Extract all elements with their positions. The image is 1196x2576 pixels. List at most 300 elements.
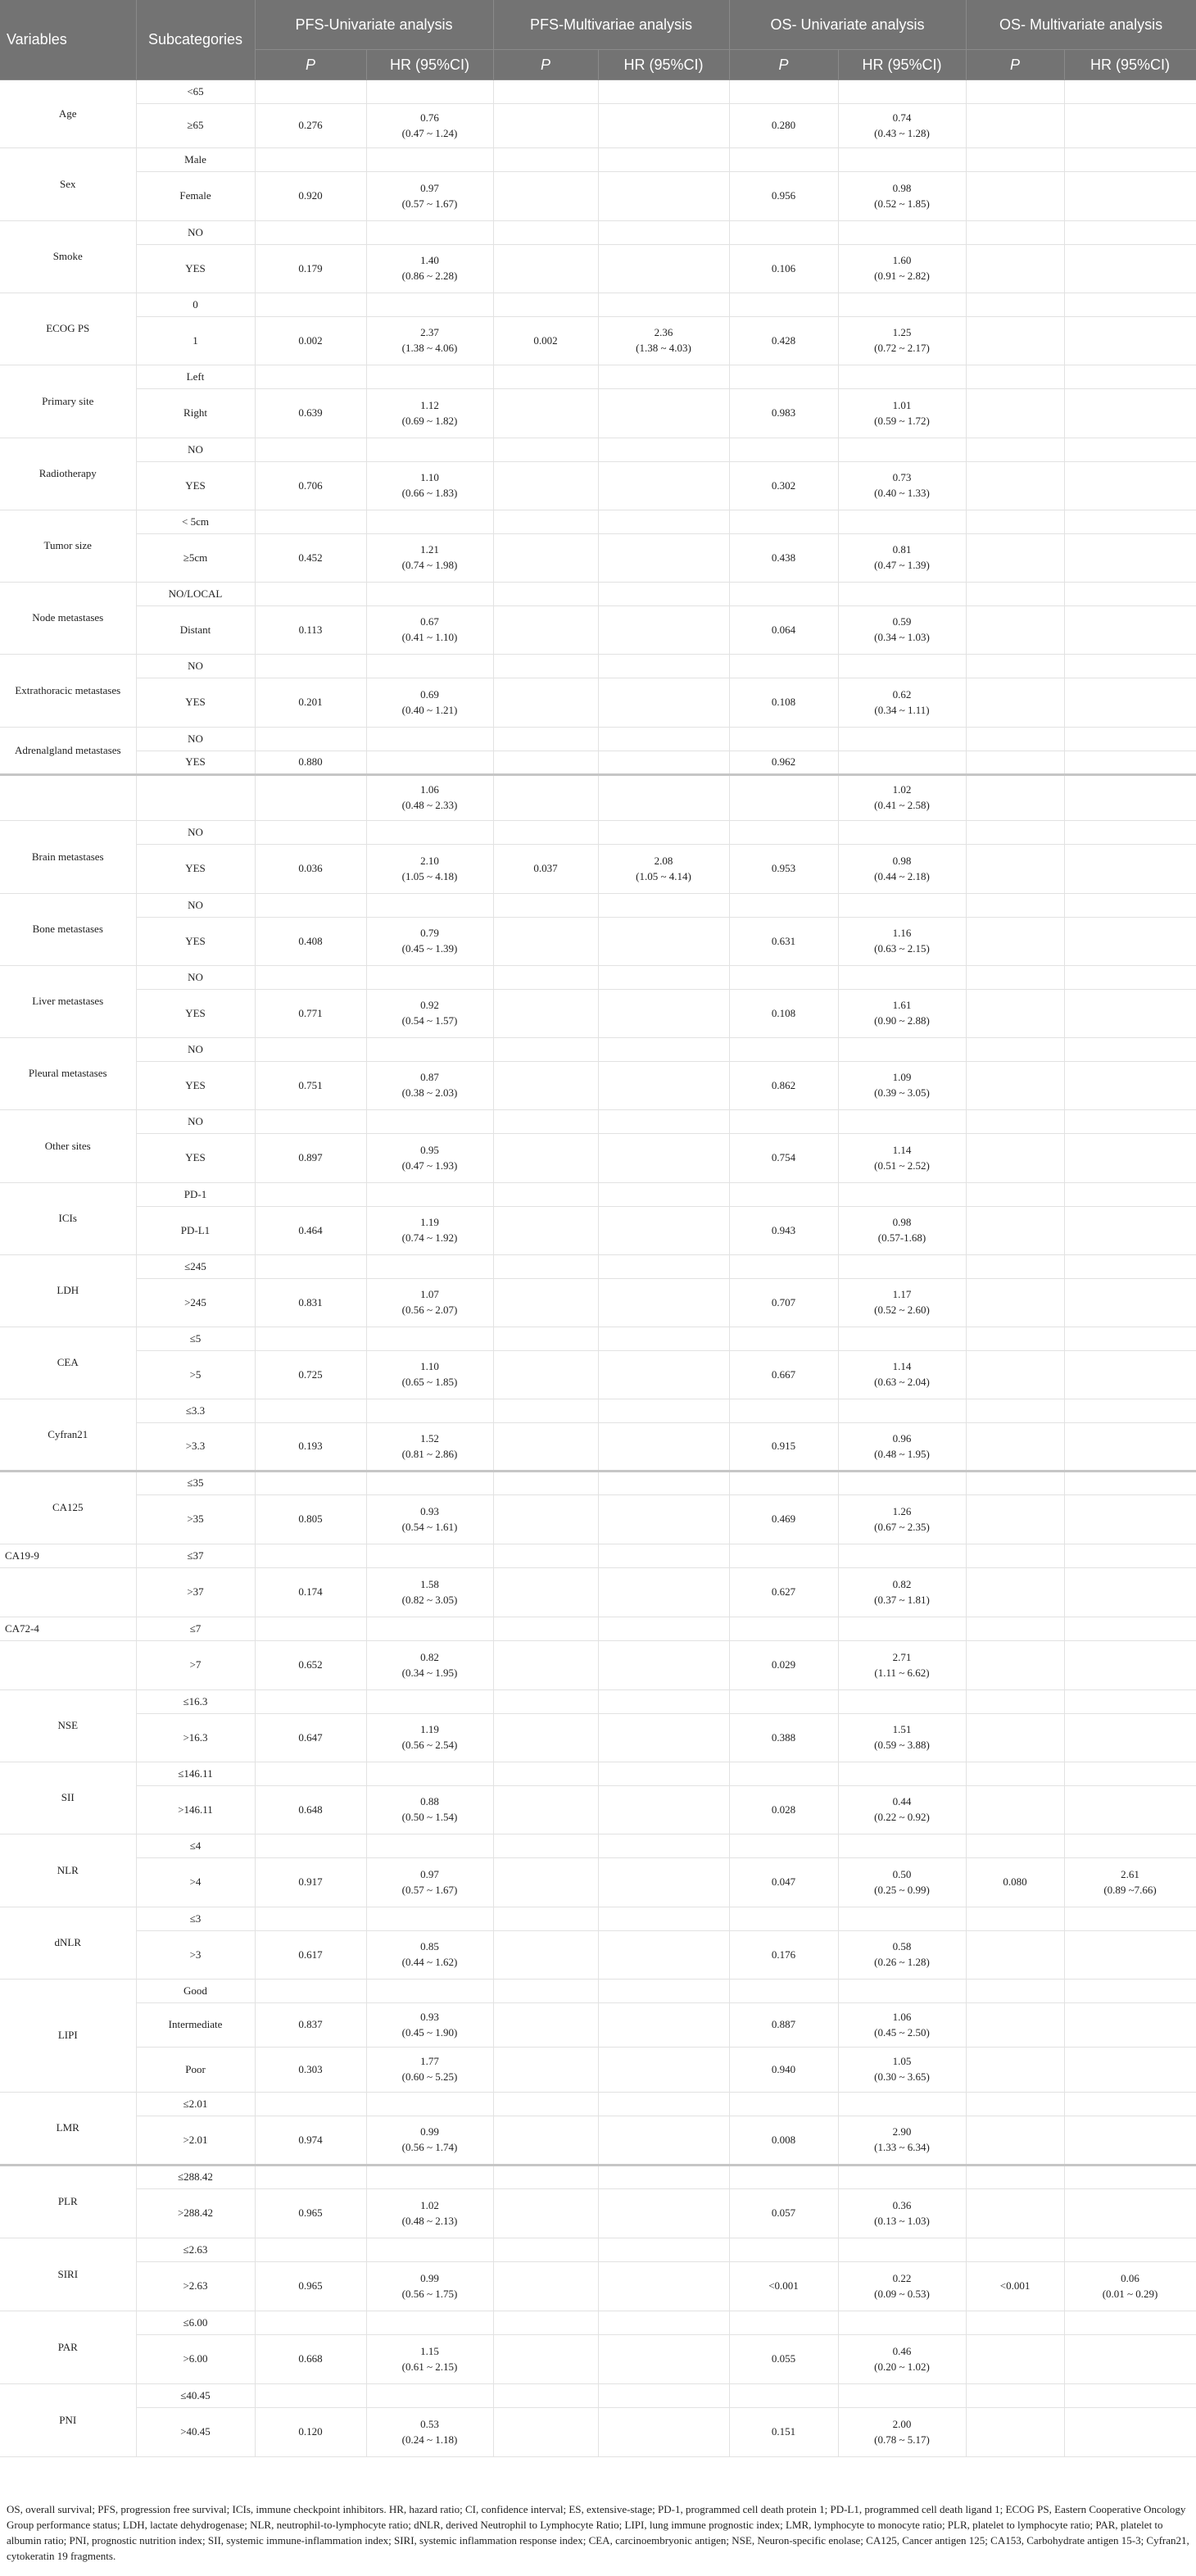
pfs-uni-hr-cell-ci: (0.86 ~ 2.28): [401, 270, 458, 282]
pfs-uni-hr-cell-ci: (0.54 ~ 1.57): [401, 1014, 458, 1027]
os-uni-p-cell: [729, 221, 838, 245]
pfs-multi-hr-cell: [598, 2116, 729, 2166]
subcategory-cell: ≤16.3: [136, 1690, 255, 1714]
pfs-uni-p-cell: 0.974: [255, 2116, 366, 2166]
os-multi-hr-cell: [1064, 2238, 1196, 2262]
pfs-multi-p-cell: [493, 1134, 598, 1183]
pfs-uni-hr-cell-ci: (0.44 ~ 1.62): [401, 1956, 458, 1968]
pfs-uni-hr-cell-ci: (0.56 ~ 1.74): [401, 2141, 458, 2153]
os-multi-p-cell: [966, 1544, 1064, 1568]
os-uni-hr-cell: [838, 104, 966, 148]
pfs-multi-p-cell: [493, 1279, 598, 1327]
pfs-multi-hr-cell: [598, 1858, 729, 1907]
os-multi-p-cell: [966, 1931, 1064, 1980]
pfs-uni-p-cell: [255, 583, 366, 606]
pfs-uni-hr-cell-ci: (0.56 ~ 1.75): [401, 2287, 458, 2300]
os-multi-p-cell: [966, 1110, 1064, 1134]
subcategory-cell: ≤35: [136, 1472, 255, 1495]
os-uni-hr-cell: [838, 389, 966, 438]
os-multi-hr-cell: [1064, 1327, 1196, 1351]
variable-label: ECOG PS: [0, 293, 136, 365]
table-row: [0, 365, 1196, 389]
pfs-multi-p-cell: [493, 751, 598, 775]
os-multi-hr-cell: [1064, 1690, 1196, 1714]
os-uni-hr-cell: [838, 1351, 966, 1399]
pfs-uni-hr-cell: [366, 2335, 493, 2384]
subcategory-cell: >3.3: [136, 1423, 255, 1472]
os-uni-hr-cell-ci: (0.30 ~ 3.65): [874, 2070, 930, 2083]
pfs-uni-hr-cell: [366, 2189, 493, 2238]
os-multi-p-cell: [966, 1327, 1064, 1351]
os-multi-hr-cell: [1064, 80, 1196, 104]
pfs-uni-p-cell: 0.408: [255, 918, 366, 966]
pfs-uni-hr-cell-ci: (0.54 ~ 1.61): [401, 1520, 458, 1533]
header-pfs-multi-p: P: [493, 50, 598, 80]
subcategory-cell: NO: [136, 821, 255, 845]
table-row: [0, 1690, 1196, 1714]
pfs-uni-hr-cell-estimate: 0.67: [420, 615, 439, 628]
pfs-multi-hr-cell: [598, 606, 729, 655]
pfs-uni-hr-cell-ci: (0.45 ~ 1.90): [401, 2025, 458, 2039]
os-multi-hr-cell: [1064, 2003, 1196, 2048]
pfs-multi-p-cell: [493, 728, 598, 751]
pfs-uni-p-cell: 0.751: [255, 1062, 366, 1110]
pfs-uni-p-cell: 0.113: [255, 606, 366, 655]
pfs-uni-p-cell: 0.303: [255, 2048, 366, 2093]
os-multi-hr-cell: [1064, 317, 1196, 365]
pfs-uni-hr-cell: [366, 1279, 493, 1327]
os-uni-hr-cell: [838, 894, 966, 918]
subcategory-cell: YES: [136, 990, 255, 1038]
subcategory-cell: ≥5cm: [136, 534, 255, 583]
variable-label: NLR: [0, 1834, 136, 1907]
header-pfs-multi-hr: HR (95%CI): [598, 50, 729, 80]
os-multi-hr-cell-estimate: 0.06: [1121, 2271, 1139, 2284]
pfs-uni-p-cell: [255, 1255, 366, 1279]
pfs-uni-p-cell: [255, 1617, 366, 1641]
os-multi-p-cell: [966, 317, 1064, 365]
pfs-multi-p-cell: [493, 1641, 598, 1690]
pfs-uni-p-cell: 0.880: [255, 751, 366, 775]
os-multi-p-cell: [966, 2335, 1064, 2384]
pfs-multi-hr-cell: [598, 1980, 729, 2003]
table-row: [0, 2262, 1196, 2311]
os-uni-p-cell: [729, 1907, 838, 1931]
os-multi-hr-cell: [1064, 1183, 1196, 1207]
os-uni-hr-cell-ci: (0.45 ~ 2.50): [874, 2025, 930, 2039]
pfs-multi-p-cell: [493, 1690, 598, 1714]
os-uni-hr-cell: [838, 2093, 966, 2116]
table-row: [0, 1931, 1196, 1980]
os-uni-hr-cell: [838, 2335, 966, 2384]
header-pfs-uni-hr: HR (95%CI): [366, 50, 493, 80]
variable-label: LDH: [0, 1255, 136, 1327]
os-multi-p-cell: [966, 2048, 1064, 2093]
os-multi-hr-cell: [1064, 510, 1196, 534]
pfs-multi-p-cell: [493, 2311, 598, 2335]
os-multi-hr-cell: [1064, 2116, 1196, 2166]
table-row: [0, 462, 1196, 510]
os-multi-hr-cell: [1064, 678, 1196, 728]
table-row: [0, 1762, 1196, 1786]
subcategory-cell: YES: [136, 678, 255, 728]
pfs-uni-p-cell: 0.965: [255, 2262, 366, 2311]
os-uni-hr-cell-ci: (0.59 ~ 3.88): [874, 1739, 930, 1751]
table-row: [0, 1423, 1196, 1472]
pfs-multi-p-cell: [493, 148, 598, 172]
pfs-uni-p-cell: [255, 655, 366, 678]
header-pfs-multivariate: PFS-Multivariae analysis: [493, 0, 729, 50]
os-multi-p-cell: 0.080: [966, 1858, 1064, 1907]
subcategory-cell: ≤4: [136, 1834, 255, 1858]
os-multi-p-cell: [966, 438, 1064, 462]
pfs-multi-p-cell: [493, 245, 598, 293]
os-uni-hr-cell-estimate: 0.98: [892, 181, 912, 194]
table-row: [0, 1544, 1196, 1568]
pfs-multi-p-cell: [493, 775, 598, 821]
os-uni-p-cell: [729, 510, 838, 534]
os-multi-hr-cell: [1064, 1495, 1196, 1544]
table-row: [0, 389, 1196, 438]
subcategory-cell: >35: [136, 1495, 255, 1544]
pfs-multi-hr-cell: [598, 293, 729, 317]
pfs-multi-p-cell: [493, 918, 598, 966]
pfs-uni-hr-cell-ci: (1.05 ~ 4.18): [401, 869, 458, 882]
pfs-uni-hr-cell: [366, 1327, 493, 1351]
pfs-multi-hr-cell: [598, 172, 729, 221]
pfs-multi-p-cell: [493, 2003, 598, 2048]
variable-label: PAR: [0, 2311, 136, 2384]
pfs-multi-hr-cell: [598, 2335, 729, 2384]
os-multi-p-cell: [966, 104, 1064, 148]
os-uni-hr-cell-ci: (0.91 ~ 2.82): [874, 270, 930, 282]
pfs-uni-p-cell: [255, 80, 366, 104]
table-row: [0, 1351, 1196, 1399]
os-uni-hr-cell: [838, 583, 966, 606]
pfs-uni-hr-cell: [366, 1134, 493, 1183]
os-uni-hr-cell: [838, 1931, 966, 1980]
pfs-uni-hr-cell-ci: (0.24 ~ 1.18): [401, 2433, 458, 2446]
pfs-uni-hr-cell-ci: (1.38 ~ 4.06): [401, 342, 458, 354]
pfs-multi-p-cell: [493, 1327, 598, 1351]
pfs-multi-p-cell: [493, 104, 598, 148]
os-uni-hr-cell: [838, 1207, 966, 1255]
pfs-multi-hr-cell: [598, 1834, 729, 1858]
pfs-multi-p-cell: [493, 1110, 598, 1134]
pfs-uni-hr-cell: [366, 1495, 493, 1544]
table-row: [0, 1110, 1196, 1134]
os-multi-p-cell: [966, 583, 1064, 606]
os-uni-p-cell: [729, 2166, 838, 2189]
os-uni-p-cell: 0.302: [729, 462, 838, 510]
pfs-uni-hr-cell-ci: (0.57 ~ 1.67): [401, 197, 458, 210]
pfs-multi-hr-cell: [598, 2384, 729, 2408]
pfs-multi-hr-cell: [598, 389, 729, 438]
table-row: [0, 728, 1196, 751]
pfs-uni-hr-cell: [366, 1834, 493, 1858]
subcategory-cell: >2.01: [136, 2116, 255, 2166]
os-multi-hr-cell: [1064, 104, 1196, 148]
variable-label: Smoke: [0, 221, 136, 293]
pfs-uni-hr-cell-ci: (0.41 ~ 1.10): [401, 631, 458, 643]
pfs-multi-p-cell: [493, 2048, 598, 2093]
os-multi-hr-cell: [1064, 172, 1196, 221]
pfs-uni-hr-cell: [366, 1062, 493, 1110]
table-row: [0, 583, 1196, 606]
os-multi-p-cell: [966, 2093, 1064, 2116]
pfs-multi-hr-cell: [598, 894, 729, 918]
subcategory-cell: >5: [136, 1351, 255, 1399]
os-uni-hr-cell: [838, 2238, 966, 2262]
pfs-uni-hr-cell: [366, 245, 493, 293]
pfs-multi-hr-cell: [598, 1714, 729, 1762]
pfs-uni-hr-cell: [366, 1207, 493, 1255]
pfs-multi-hr-cell: [598, 1327, 729, 1351]
os-uni-hr-cell-estimate: 1.01: [892, 398, 912, 411]
pfs-multi-hr-cell: [598, 1255, 729, 1279]
table-row: [0, 1134, 1196, 1183]
pfs-multi-p-cell: [493, 2262, 598, 2311]
pfs-uni-p-cell: [255, 293, 366, 317]
os-uni-hr-cell-ci: (0.52 ~ 2.60): [874, 1304, 930, 1316]
os-multi-p-cell: [966, 2003, 1064, 2048]
pfs-uni-p-cell: [255, 1762, 366, 1786]
table-row: [0, 1568, 1196, 1617]
pfs-multi-p-cell: [493, 2384, 598, 2408]
pfs-multi-hr-cell: [598, 534, 729, 583]
os-uni-p-cell: 0.008: [729, 2116, 838, 2166]
subcategory-cell: YES: [136, 1134, 255, 1183]
os-uni-p-cell: 0.962: [729, 751, 838, 775]
os-uni-hr-cell-estimate: 1.05: [892, 2055, 912, 2068]
subcategory-cell: NO: [136, 221, 255, 245]
os-uni-hr-cell-estimate: 1.09: [892, 1071, 912, 1084]
os-uni-p-cell: 0.469: [729, 1495, 838, 1544]
pfs-uni-hr-cell-estimate: 0.87: [420, 1071, 439, 1084]
pfs-uni-hr-cell-estimate: 0.92: [420, 999, 439, 1012]
pfs-multi-p-cell: [493, 462, 598, 510]
os-multi-p-cell: [966, 1134, 1064, 1183]
pfs-multi-hr-cell: [598, 510, 729, 534]
subcategory-cell: Good: [136, 1980, 255, 2003]
pfs-uni-hr-cell-ci: (0.74 ~ 1.98): [401, 559, 458, 571]
os-uni-p-cell: [729, 1980, 838, 2003]
os-uni-hr-cell: [838, 534, 966, 583]
pfs-multi-hr-cell-estimate: 2.08: [654, 854, 673, 867]
subcategory-cell: >37: [136, 1568, 255, 1617]
pfs-uni-hr-cell: [366, 221, 493, 245]
pfs-multi-hr-cell: [598, 2262, 729, 2311]
variable-label: CA125: [0, 1472, 136, 1544]
pfs-uni-hr-cell: [366, 1907, 493, 1931]
table-row: [0, 510, 1196, 534]
pfs-multi-hr-cell: [598, 1544, 729, 1568]
pfs-multi-p-cell: [493, 821, 598, 845]
table-row: [0, 1207, 1196, 1255]
os-uni-p-cell: 0.028: [729, 1786, 838, 1834]
os-uni-p-cell: 0.108: [729, 678, 838, 728]
os-uni-hr-cell: [838, 1255, 966, 1279]
pfs-uni-hr-cell: [366, 172, 493, 221]
variable-label: SIRI: [0, 2238, 136, 2311]
table-row: [0, 775, 1196, 821]
pfs-multi-hr-cell: [598, 2189, 729, 2238]
os-multi-hr-cell: [1064, 2384, 1196, 2408]
subcategory-cell: NO: [136, 1038, 255, 1062]
os-multi-p-cell: [966, 510, 1064, 534]
pfs-uni-hr-cell: [366, 1472, 493, 1495]
os-multi-hr-cell: [1064, 1472, 1196, 1495]
pfs-multi-hr-cell: [598, 1110, 729, 1134]
table-row: [0, 2408, 1196, 2457]
pfs-uni-hr-cell-estimate: 0.85: [420, 1940, 439, 1953]
header-variables: Variables: [0, 0, 136, 80]
os-uni-hr-cell: [838, 1495, 966, 1544]
variable-label: PLR: [0, 2166, 136, 2238]
subcategory-cell: PD-L1: [136, 1207, 255, 1255]
table-row: [0, 172, 1196, 221]
os-multi-p-cell: [966, 606, 1064, 655]
table-row: [0, 1617, 1196, 1641]
pfs-multi-hr-cell: [598, 2311, 729, 2335]
os-multi-p-cell: [966, 2166, 1064, 2189]
os-uni-hr-cell: [838, 317, 966, 365]
os-uni-p-cell: [729, 1617, 838, 1641]
pfs-multi-p-cell: [493, 389, 598, 438]
pfs-uni-hr-cell: [366, 2048, 493, 2093]
os-multi-p-cell: [966, 1786, 1064, 1834]
pfs-uni-p-cell: 0.452: [255, 534, 366, 583]
os-uni-hr-cell-estimate: 1.25: [892, 326, 912, 339]
subcategory-cell: YES: [136, 462, 255, 510]
table-row: [0, 1858, 1196, 1907]
pfs-uni-p-cell: [255, 1327, 366, 1351]
os-uni-p-cell: [729, 438, 838, 462]
os-multi-p-cell: [966, 845, 1064, 894]
os-uni-p-cell: 0.057: [729, 2189, 838, 2238]
pfs-multi-hr-cell: [598, 1207, 729, 1255]
os-multi-hr-cell: [1064, 245, 1196, 293]
table-row: [0, 1907, 1196, 1931]
pfs-uni-hr-cell-estimate: 0.69: [420, 687, 439, 701]
os-uni-hr-cell-estimate: 2.90: [892, 2125, 912, 2138]
os-uni-hr-cell-ci: (0.34 ~ 1.03): [874, 631, 930, 643]
pfs-multi-p-cell: [493, 2093, 598, 2116]
os-uni-hr-cell: [838, 1617, 966, 1641]
os-uni-p-cell: [729, 2311, 838, 2335]
os-uni-hr-cell: [838, 845, 966, 894]
variable-label: LIPI: [0, 1980, 136, 2093]
pfs-multi-p-cell: [493, 1062, 598, 1110]
subcategory-cell: 0: [136, 293, 255, 317]
pfs-uni-hr-cell: [366, 1399, 493, 1423]
pfs-multi-p-cell: [493, 1399, 598, 1423]
os-uni-hr-cell: [838, 1568, 966, 1617]
os-multi-hr-cell: [1064, 1544, 1196, 1568]
os-multi-hr-cell: [1064, 751, 1196, 775]
os-uni-p-cell: [729, 1110, 838, 1134]
os-uni-hr-cell: [838, 510, 966, 534]
pfs-uni-p-cell: [255, 966, 366, 990]
os-uni-hr-cell-ci: (0.59 ~ 1.72): [874, 414, 930, 427]
subcategory-cell: Intermediate: [136, 2003, 255, 2048]
pfs-uni-p-cell: [255, 2238, 366, 2262]
os-multi-p-cell: [966, 918, 1064, 966]
os-multi-hr-cell: [1064, 221, 1196, 245]
pfs-uni-p-cell: [255, 1690, 366, 1714]
os-multi-p-cell: [966, 728, 1064, 751]
os-uni-p-cell: 0.627: [729, 1568, 838, 1617]
os-uni-p-cell: [729, 1183, 838, 1207]
pfs-uni-hr-cell: [366, 317, 493, 365]
table-row: [0, 1495, 1196, 1544]
os-uni-p-cell: [729, 2384, 838, 2408]
pfs-uni-hr-cell: [366, 894, 493, 918]
os-multi-p-cell: [966, 462, 1064, 510]
pfs-multi-p-cell: [493, 221, 598, 245]
pfs-multi-hr-cell: [598, 2093, 729, 2116]
pfs-multi-hr-cell: [598, 1038, 729, 1062]
pfs-multi-p-cell: [493, 606, 598, 655]
os-uni-hr-cell: [838, 655, 966, 678]
pfs-multi-hr-cell: [598, 821, 729, 845]
pfs-uni-p-cell: [255, 728, 366, 751]
os-uni-hr-cell: [838, 2408, 966, 2457]
os-multi-hr-cell: [1064, 583, 1196, 606]
variable-label: [0, 775, 136, 821]
table-row: [0, 1038, 1196, 1062]
pfs-uni-hr-cell: [366, 2384, 493, 2408]
os-uni-hr-cell-estimate: 0.81: [892, 543, 912, 556]
pfs-uni-hr-cell: [366, 2166, 493, 2189]
pfs-uni-hr-cell: [366, 966, 493, 990]
subcategory-cell: ≤40.45: [136, 2384, 255, 2408]
pfs-uni-hr-cell-estimate: 1.12: [420, 398, 439, 411]
pfs-uni-hr-cell-estimate: 2.37: [420, 326, 439, 339]
pfs-uni-p-cell: 0.917: [255, 1858, 366, 1907]
pfs-uni-p-cell: 0.647: [255, 1714, 366, 1762]
os-uni-hr-cell-ci: (0.57-1.68): [877, 1231, 926, 1244]
pfs-multi-p-cell: [493, 1207, 598, 1255]
os-multi-p-cell: [966, 1690, 1064, 1714]
pfs-uni-hr-cell: [366, 148, 493, 172]
pfs-multi-p-cell: [493, 438, 598, 462]
os-uni-hr-cell-ci: (0.52 ~ 1.85): [874, 197, 930, 210]
os-multi-p-cell: [966, 894, 1064, 918]
pfs-uni-hr-cell-ci: (0.50 ~ 1.54): [401, 1811, 458, 1823]
os-uni-hr-cell: [838, 1858, 966, 1907]
pfs-multi-p-cell: [493, 1183, 598, 1207]
os-uni-hr-cell: [838, 148, 966, 172]
os-uni-hr-cell: [838, 1399, 966, 1423]
pfs-multi-hr-cell: [598, 1931, 729, 1980]
os-uni-hr-cell-estimate: 0.36: [892, 2198, 912, 2211]
pfs-uni-hr-cell-estimate: 1.19: [420, 1216, 439, 1229]
subcategory-cell: NO: [136, 728, 255, 751]
os-uni-p-cell: [729, 821, 838, 845]
os-uni-hr-cell-estimate: 1.02: [892, 783, 912, 796]
os-uni-hr-cell: [838, 2311, 966, 2335]
pfs-uni-hr-cell: [366, 1931, 493, 1980]
pfs-uni-hr-cell: [366, 678, 493, 728]
os-multi-p-cell: [966, 1472, 1064, 1495]
pfs-multi-p-cell: [493, 1762, 598, 1786]
os-multi-hr-cell: [1064, 2408, 1196, 2457]
os-multi-hr-cell: [1064, 2048, 1196, 2093]
os-uni-hr-cell-ci: (0.44 ~ 2.18): [874, 869, 930, 882]
os-uni-p-cell: [729, 1472, 838, 1495]
table-row: [0, 1399, 1196, 1423]
